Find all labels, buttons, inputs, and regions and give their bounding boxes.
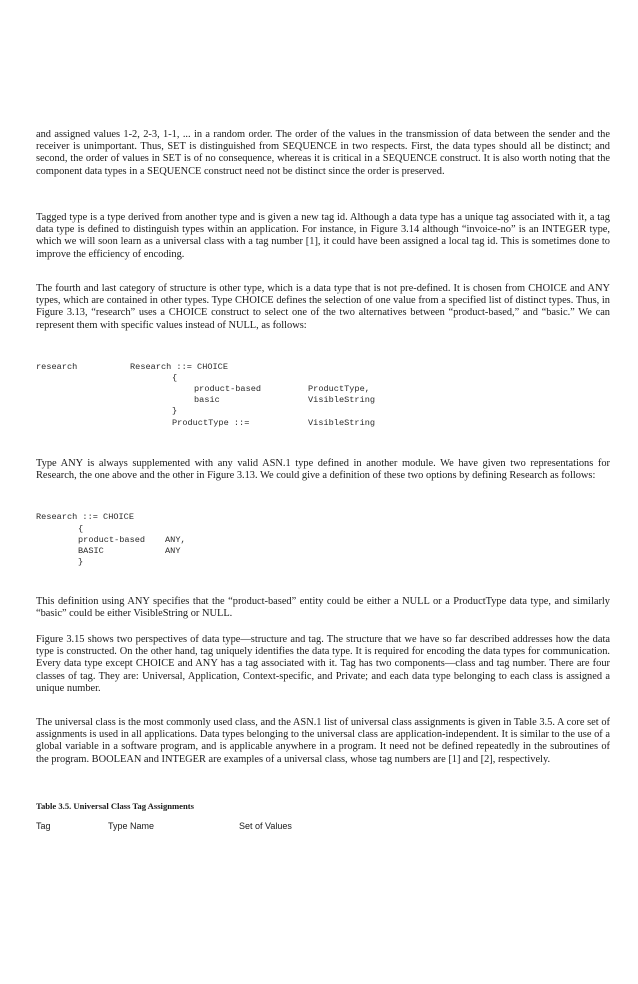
code-item-name: basic <box>194 395 220 405</box>
paragraph-set-vs-sequence: and assigned values 1-2, 2-3, 1-1, ... in a random order. The order of the values in the transmission of data between the sender and the receiver is unimportant. Thus, SET is distinguished from SEQUENCE in two respects. First, the data types should all be distinct; and second, the order of values in SET is of no consequence, whereas it is critical in a SEQUENCE construct. It is also worth noting that the component data types in a SEQUENCE construct need not be distinct since the order is preserved. <box>36 129 610 177</box>
code-open-brace: { <box>78 524 84 534</box>
code-item-type: ANY <box>165 546 181 556</box>
code-close-brace: } <box>78 557 84 567</box>
code-item-type: ANY, <box>165 535 186 545</box>
code-item-type: ProductType, <box>308 384 370 394</box>
paragraph-data-type-perspectives: Figure 3.15 shows two perspectives of data type—structure and tag. The structure that we have so far described addresses how the data type is constructed. On the other hand, tag uniquely identifies the data type. It is required for encoding the data types for communication. Every data type except CHOICE and ANY has a tag associated with it. Tag has two components—class and tag number. There are four classes of tag. They are: Universal, Application, Context-specific, and Private; and each data type belonging to each class is assigned a unique number. <box>36 634 610 694</box>
code-def-type: VisibleString <box>308 418 376 428</box>
paragraph-other-type: The fourth and last category of structure is other type, which is a data type that is not pre-defined. It is chosen from CHOICE and ANY types, which are contained in other types. Type CHOICE defines the selection of one value from a specified list of distinct types. Thus, in Figure 3.13, “research” uses a CHOICE construct to select one of the two alternatives between “product-based,” and “basic.” We can represent them with specific values instead of NULL, as follows: <box>36 283 610 331</box>
paragraph-universal-class: The universal class is the most commonly used class, and the ASN.1 list of universal class assignments is given in Table 3.5. A core set of assignments is used in all applications. Data types belonging to the universal class are application-independent. It is similar to the use of a global variable in a software program, and is applicable anywhere in a program. It need not be defined repeatedly in the subroutines of the program. BOOLEAN and INTEGER are examples of a universal class, whose tag numbers are [1] and [2], respectively. <box>36 717 610 765</box>
table-header-type-name: Type Name <box>108 821 155 831</box>
code-item-type: VisibleString <box>308 395 376 405</box>
code-head: Research ::= CHOICE <box>36 512 134 522</box>
paragraph-type-any: Type ANY is always supplemented with any valid ASN.1 type defined in another module. We have given two representations for Research, the one above and the other in Figure 3.13. We could give a definition of these two options by defining Research as follows: <box>36 458 610 482</box>
table-header-tag: Tag <box>36 821 51 831</box>
code-label: research <box>36 362 78 372</box>
code-item-name: BASIC <box>78 546 104 556</box>
code-head: Research ::= CHOICE <box>130 362 228 372</box>
table-header-set-of-values: Set of Values <box>239 821 292 831</box>
code-open-brace: { <box>172 373 178 383</box>
paragraph-any-definition: This definition using ANY specifies that the “product-based” entity could be either a NULL or a ProductType data type, and similarly “basic” could be either VisibleString or NULL. <box>36 596 610 620</box>
code-close-brace: } <box>172 406 178 416</box>
code-item-name: product-based <box>194 384 262 394</box>
code-def-name: ProductType ::= <box>172 418 250 428</box>
code-item-name: product-based <box>78 535 146 545</box>
paragraph-tagged-type: Tagged type is a type derived from another type and is given a new tag id. Although a data type has a unique tag associated with it, a tag data type is defined to distinguish types within an application. For instance, in Figure 3.14 although “invoice-no” is an INTEGER type, which we will soon learn as a universal class with a tag number [1], it could have been assigned a local tag id. This is sometimes done to improve the efficiency of encoding. <box>36 212 610 260</box>
table-caption: Table 3.5. Universal Class Tag Assignments <box>36 801 194 811</box>
